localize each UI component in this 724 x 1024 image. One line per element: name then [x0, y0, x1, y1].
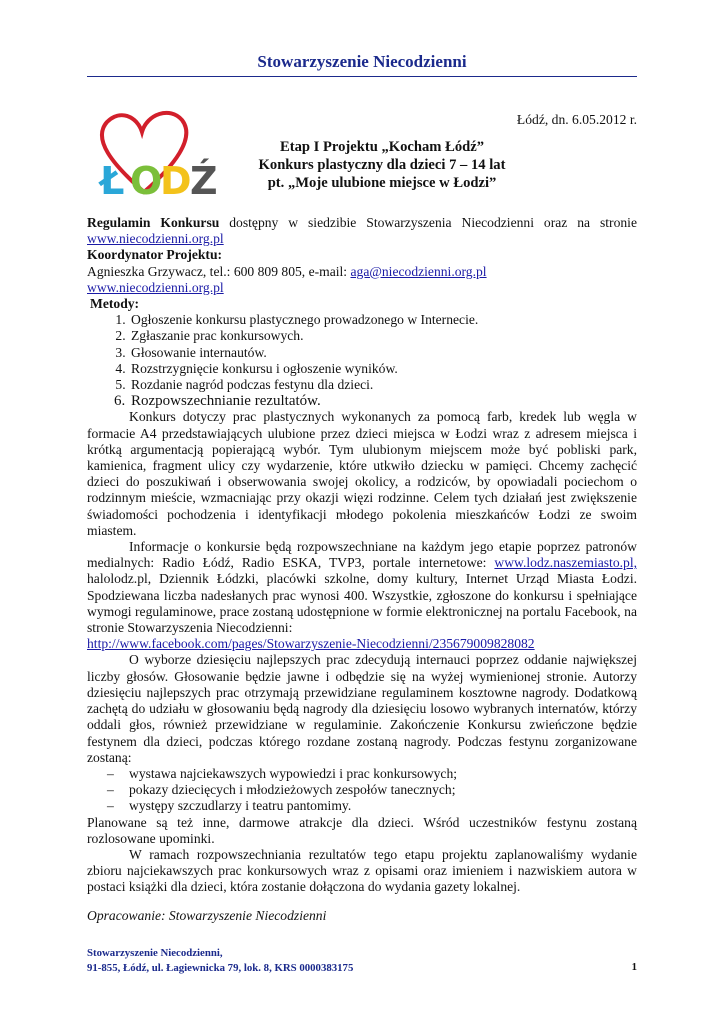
list-item: – występy szczudlarzy i teatru pantomimy.: [107, 798, 637, 814]
list-item: 2. Zgłaszanie prac konkursowych.: [129, 328, 637, 344]
header-divider: [87, 76, 637, 77]
festyn-list: [87, 766, 637, 815]
list-item: 4. Rozstrzygnięcie konkursu i ogłoszenie wyników.: [129, 361, 637, 377]
svg-text:Ł: Ł: [100, 159, 125, 203]
koordynator-website: [87, 280, 637, 296]
contest-title-line-3: pt. „Moje ulubione miejsce w Łodzi”: [267, 175, 497, 191]
regulamin-link[interactable]: www.niecodzienni.org.pl: [87, 231, 224, 247]
prepared-by: Opracowanie: Stowarzyszenie Niecodzienni: [87, 907, 327, 923]
regulamin-paragraph: [87, 215, 637, 247]
page-number: 1: [631, 961, 637, 973]
regulamin-text: dostępny w siedzibie Stowarzyszenia Niecodzienni oraz na stronie: [219, 215, 637, 230]
page-footer: [87, 946, 637, 976]
page-header-title: Stowarzyszenie Niecodzienni: [257, 52, 467, 71]
list-item: 1. Ogłoszenie konkursu plastycznego prowadzonego w Internecie.: [129, 312, 637, 328]
footer-address: 91-855, Łódź, ul. Łagiewnicka 79, lok. 8, KRS 0000383175: [87, 962, 354, 974]
metody-label: Metody:: [90, 296, 140, 312]
contest-title-block: [232, 138, 532, 192]
list-item: – wystawa najciekawszych wypowiedzi i prac konkursowych;: [107, 766, 637, 782]
facebook-link[interactable]: http://www.facebook.com/pages/Stowarzyszenie-Niecodzienni/235679009828082: [87, 636, 535, 652]
footer-org-name: Stowarzyszenie Niecodzienni,: [87, 947, 223, 959]
paragraph-results: W ramach rozpowszechniania rezultatów tego etapu projektu zaplanowaliśmy wydanie zbioru najciekawszych prac konkursowych wraz z opisami oraz imieniem i nazwiskiem autora w postaci książki dla dzieci, która zostanie dołączona do wydania gazety lokalnej.: [87, 846, 637, 895]
svg-text:O: O: [130, 159, 163, 203]
document-date: Łódź, dn. 6.05.2012 r.: [516, 112, 637, 127]
facebook-url-line: [87, 636, 637, 652]
paragraph-attractions: Planowane są też inne, darmowe atrakcje dla dzieci. Wśród uczestników festynu zostaną rozlosowane upominki.: [87, 814, 637, 846]
metody-list: [87, 312, 637, 409]
paragraph-contest-description: Konkurs dotyczy prac plastycznych wykonanych za pomocą farb, kredek lub węgla w formacie A4 przedstawiających ulubione przez dzieci miejsca w Łodzi wraz z adresem miejsca i krótką argumentacją popierającą wybór. Tym ulubionym miejscem może być pobliski park, kamienica, fragment ulicy czy wydarzenie, które utkwiło dziecku w pamięci. Chcemy zachęcić dzieci do poszukiwań i obserwowania swojej okolicy, a rodziców, by opowiadali pociechom o rodzinnym mieście, wzmacniając przy okazji więzi rodzinne. Celem tych działań jest zwiększenie świadomości pochodzenia i identyfikacji młodego pokolenia mieszkańców Łodzi ze swoim miastem.: [87, 409, 637, 538]
svg-text:D: D: [160, 159, 192, 203]
paragraph-media-info: Informacje o konkursie będą rozpowszechniane na każdym jego etapie poprzez patronów medialnych: Radio Łódź, Radio ESKA, TVP3, portale internetowe: www.lodz.naszemiasto.pl, halolodz.pl, Dziennik Łódzki, placówki szkolne, domy kultury, Internet Urząd Miasta Łodzi. Spodziewana liczba nadesłanych prac wynosi 400. Wszystkie, zgłoszone do konkursu i spełniające wymogi regulaminowe, prace zostaną udostępnione w formie elektronicznej na portalu Facebook, na stronie Stowarzyszenia Niecodzienni:: [87, 539, 637, 636]
list-item: 3. Głosowanie internautów.: [129, 345, 637, 361]
koordynator-website-link[interactable]: www.niecodzienni.org.pl: [87, 279, 224, 295]
paragraph-voting: O wyborze dziesięciu najlepszych prac zdecydują internauci poprzez oddanie największej liczby głosów. Głosowanie będzie jawne i odbędzie się na wyżej wymienionej stronie. Autorzy dziesięciu najlepszych prac otrzymają przewidziane regulaminem kosztowne nagrody. Dodatkową zachętą do udziału w głosowaniu będą nagrody dla dziesięciu losowo wybranych internatów, którzy oddali głos, również przewidziane w regulaminie. Zakończenie Konkursu zwieńczone będzie festynem dla dzieci, podczas którego rozdane zostaną nagrody. Podczas festynu zorganizowane zostaną:: [87, 652, 637, 765]
lodz-heart-logo: [92, 104, 227, 204]
naszemiasto-link[interactable]: www.lodz.naszemiasto.pl,: [494, 555, 637, 571]
contest-title-line-1: Etap I Projektu „Kocham Łódź”: [279, 139, 485, 155]
list-item: 5. Rozdanie nagród podczas festynu dla dzieci.: [129, 377, 637, 393]
list-item: – pokazy dziecięcych i młodzieżowych zespołów tanecznych;: [107, 782, 637, 798]
contest-title-line-2: Konkurs plastyczny dla dzieci 7 – 14 lat: [258, 157, 506, 173]
koordynator-label: Koordynator Projektu:: [87, 247, 223, 263]
koordynator-contact: Agnieszka Grzywacz, tel.: 600 809 805, e-mail: aga@niecodzienni.org.pl: [87, 263, 487, 279]
koordynator-email-link[interactable]: aga@niecodzienni.org.pl: [350, 263, 487, 279]
document-body: [87, 215, 637, 924]
regulamin-label: Regulamin Konkursu: [87, 215, 220, 230]
svg-text:Ź: Ź: [190, 159, 218, 203]
list-item: 6. Rozpowszechnianie rezultatów.: [129, 393, 637, 409]
